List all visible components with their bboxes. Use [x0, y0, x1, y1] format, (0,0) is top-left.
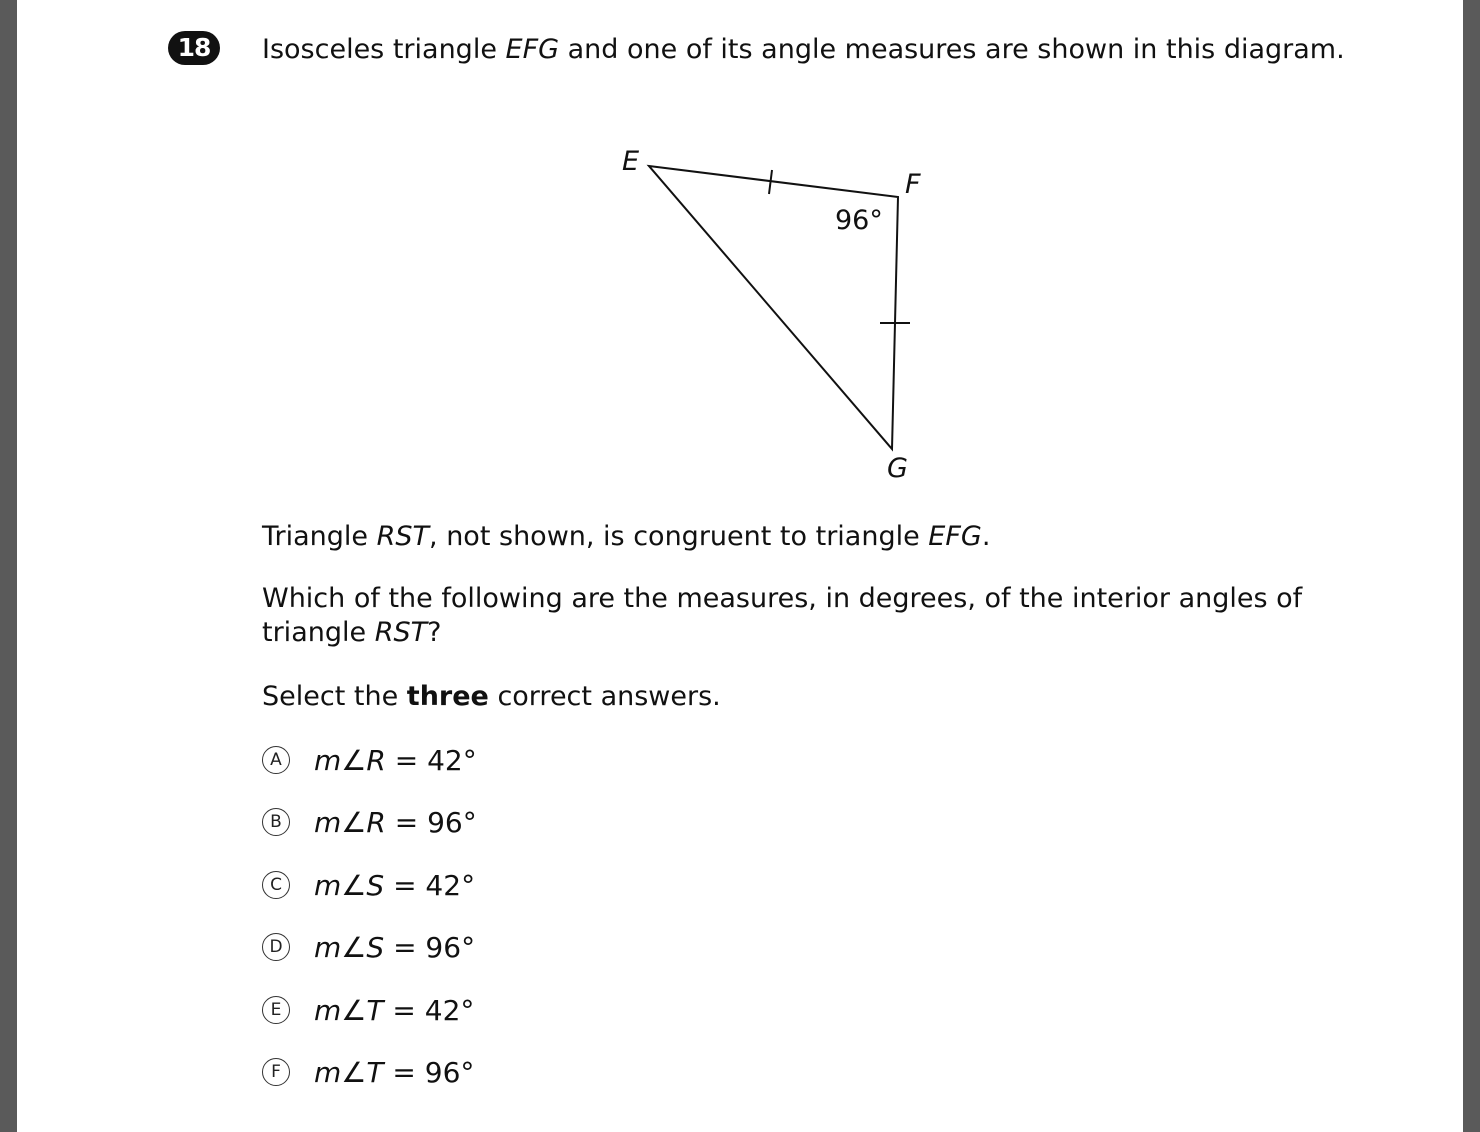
option-text-d: m∠S = 96° [314, 930, 476, 964]
answer-option-f[interactable] [262, 1052, 662, 1092]
question-number-badge: 18 [168, 31, 220, 65]
option-bubble-d[interactable]: D [262, 933, 290, 961]
option-text-b: m∠R = 96° [314, 805, 477, 839]
option-bubble-b[interactable]: B [262, 808, 290, 836]
angle-label-f: 96° [835, 205, 883, 236]
vertex-label-g: G [887, 453, 908, 484]
option-bubble-e[interactable]: E [262, 996, 290, 1024]
instruction-text: Select the three correct answers. [262, 681, 721, 712]
answer-option-e[interactable] [262, 990, 662, 1030]
option-text-e: m∠T = 42° [314, 993, 475, 1027]
vertex-label-f: F [905, 169, 921, 200]
question-stem: Isosceles triangle EFG and one of its angle measures are shown in this diagram. [262, 34, 1345, 65]
answer-option-d[interactable] [262, 927, 662, 967]
option-text-c: m∠S = 42° [314, 868, 476, 902]
option-text-a: m∠R = 42° [314, 743, 477, 777]
option-text-f: m∠T = 96° [314, 1055, 475, 1089]
option-bubble-f[interactable]: F [262, 1058, 290, 1086]
vertex-label-e: E [622, 146, 640, 177]
option-bubble-c[interactable]: C [262, 871, 290, 899]
question-prompt: Which of the following are the measures, in degrees, of the interior angles of triangle RST? [262, 583, 1303, 648]
answer-option-a[interactable] [262, 740, 662, 780]
triangle-diagram [0, 0, 1480, 520]
option-bubble-a[interactable]: A [262, 746, 290, 774]
answer-option-b[interactable] [262, 802, 662, 842]
congruence-statement: Triangle RST, not shown, is congruent to triangle EFG. [262, 521, 991, 552]
answer-option-c[interactable] [262, 865, 662, 905]
triangle-name: EFG [505, 34, 560, 65]
